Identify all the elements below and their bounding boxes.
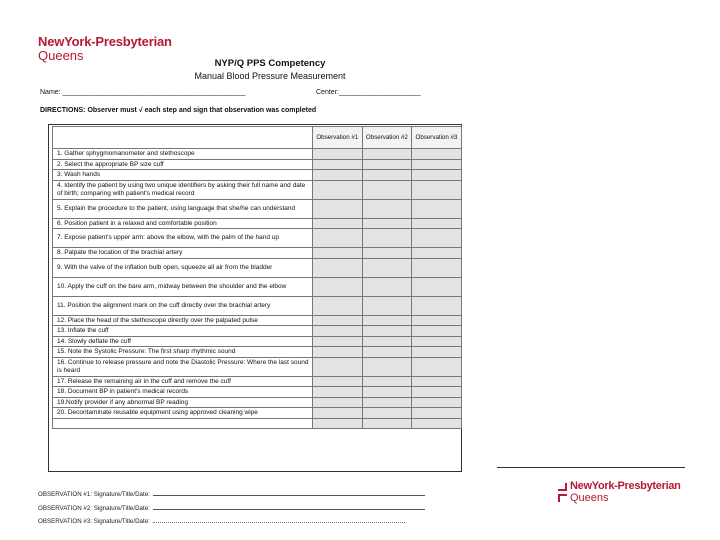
step-text: 16. Continue to release pressure and note the Diastolic Pressure: Where the last sound is heard <box>53 357 313 376</box>
observation-1-check[interactable] <box>313 315 363 326</box>
table-row <box>53 387 462 398</box>
observation-1-check[interactable] <box>313 199 363 218</box>
observation-3-check[interactable] <box>412 149 462 160</box>
step-text: 15. Note the Systolic Pressure: The first sharp rhythmic sound <box>53 347 313 358</box>
observation-1-check[interactable] <box>313 326 363 337</box>
table-row-blank <box>53 418 462 429</box>
logo-bracket-icon <box>558 483 567 491</box>
table-row <box>53 397 462 408</box>
step-text: 8. Palpate the location of the brachial artery <box>53 248 313 259</box>
observation-3-header: Observation #3 <box>412 127 462 149</box>
signature-label-2: OBSERVATION #2: Signature/Title/Date: <box>38 505 150 512</box>
step-text: 1. Gather sphygmomanometer and stethoscope <box>53 149 313 160</box>
observation-2-check[interactable] <box>362 218 412 229</box>
observation-3-check[interactable] <box>412 326 462 337</box>
observation-1-check[interactable] <box>313 180 363 199</box>
observation-3-check[interactable] <box>412 180 462 199</box>
step-text: 12. Place the head of the stethoscope directly over the palpated pulse <box>53 315 313 326</box>
table-row <box>53 199 462 218</box>
observation-2-check[interactable] <box>362 397 412 408</box>
table-row <box>53 159 462 170</box>
logo-bottom-line1: NewYork-Presbyterian <box>570 480 681 492</box>
signature-input-1[interactable] <box>153 490 425 496</box>
observation-2-check[interactable] <box>362 387 412 398</box>
observation-1-check[interactable] <box>313 218 363 229</box>
observation-1-check[interactable] <box>313 149 363 160</box>
step-text: 18. Document BP in patient's medical records <box>53 387 313 398</box>
observation-3-check[interactable] <box>412 258 462 277</box>
observation-3-check[interactable] <box>412 387 462 398</box>
step-text: 19.Notify provider if any abnormal BP reading <box>53 397 313 408</box>
observation-2-check[interactable] <box>362 258 412 277</box>
observation-1-check[interactable] <box>313 170 363 181</box>
logo-top-line1: NewYork-Presbyterian <box>38 34 172 49</box>
logo-bottom-line2: Queens <box>570 492 609 504</box>
logo-bracket-icon <box>558 494 567 502</box>
observation-1-check[interactable] <box>313 229 363 248</box>
signature-label-3: OBSERVATION #3: Signature/Title/Date: <box>38 518 150 525</box>
observation-1-check[interactable] <box>313 347 363 358</box>
table-row <box>53 357 462 376</box>
observation-2-check[interactable] <box>362 296 412 315</box>
observation-3-check[interactable] <box>412 347 462 358</box>
observation-2-check[interactable] <box>362 357 412 376</box>
observation-3-check[interactable] <box>412 248 462 259</box>
table-row <box>53 296 462 315</box>
observation-3-check[interactable] <box>412 336 462 347</box>
observation-1-check[interactable] <box>313 418 363 429</box>
observation-1-check[interactable] <box>313 376 363 387</box>
form-title: NYP/Q PPS Competency <box>214 58 326 69</box>
observation-2-check[interactable] <box>362 159 412 170</box>
table-row <box>53 277 462 296</box>
table-row <box>53 229 462 248</box>
observation-2-check[interactable] <box>362 199 412 218</box>
observation-1-check[interactable] <box>313 277 363 296</box>
step-text: 2. Select the appropriate BP size cuff <box>53 159 313 170</box>
observation-3-check[interactable] <box>412 397 462 408</box>
observation-3-check[interactable] <box>412 376 462 387</box>
observation-2-check[interactable] <box>362 248 412 259</box>
observation-3-check[interactable] <box>412 315 462 326</box>
signature-row-1 <box>38 490 425 498</box>
signature-input-2[interactable] <box>153 504 425 510</box>
step-text-blank <box>53 418 313 429</box>
observation-1-check[interactable] <box>313 408 363 419</box>
observation-3-check[interactable] <box>412 199 462 218</box>
table-row <box>53 408 462 419</box>
step-text: 4. Identify the patient by using two unique identifiers by asking their full name and date of birth; comparing with patient's medical record <box>53 180 313 199</box>
observation-2-check[interactable] <box>362 180 412 199</box>
observation-3-check[interactable] <box>412 170 462 181</box>
observation-1-check[interactable] <box>313 258 363 277</box>
step-text: 5. Explain the procedure to the patient, using language that she/he can understand <box>53 199 313 218</box>
observation-3-check[interactable] <box>412 408 462 419</box>
table-header-row <box>53 127 462 149</box>
observation-1-header: Observation #1 <box>313 127 363 149</box>
observation-2-check[interactable] <box>362 315 412 326</box>
observation-1-check[interactable] <box>313 159 363 170</box>
table-row <box>53 315 462 326</box>
table-row <box>53 248 462 259</box>
observation-2-check[interactable] <box>362 170 412 181</box>
observation-2-check[interactable] <box>362 418 412 429</box>
logo-top-line2: Queens <box>38 48 84 63</box>
observation-2-check[interactable] <box>362 326 412 337</box>
observation-1-check[interactable] <box>313 248 363 259</box>
step-column-header <box>53 127 313 149</box>
signature-input-3[interactable] <box>153 517 405 523</box>
table-row <box>53 376 462 387</box>
directions-text: DIRECTIONS: Observer must √ each step and sign that observation was completed <box>40 107 317 114</box>
step-text: 17. Release the remaining air in the cuff and remove the cuff <box>53 376 313 387</box>
observation-2-check[interactable] <box>362 149 412 160</box>
observation-2-check[interactable] <box>362 277 412 296</box>
table-row <box>53 170 462 181</box>
table-row <box>53 347 462 358</box>
table-row <box>53 180 462 199</box>
table-row <box>53 149 462 160</box>
observation-3-check[interactable] <box>412 159 462 170</box>
table-row <box>53 326 462 337</box>
observation-1-check[interactable] <box>313 296 363 315</box>
step-text: 10. Apply the cuff on the bare arm, midway between the shoulder and the elbow <box>53 277 313 296</box>
signature-row-3 <box>38 517 405 525</box>
step-text: 9. With the valve of the inflation bulb open, squeeze all air from the bladder <box>53 258 313 277</box>
observation-3-check[interactable] <box>412 357 462 376</box>
observation-1-check[interactable] <box>313 357 363 376</box>
observation-3-check[interactable] <box>412 277 462 296</box>
signature-row-2 <box>38 504 425 512</box>
table-row <box>53 258 462 277</box>
observation-2-check[interactable] <box>362 376 412 387</box>
observation-3-check[interactable] <box>412 218 462 229</box>
step-text: 6. Position patient in a relaxed and comfortable position <box>53 218 313 229</box>
center-field: Center:_____________________ <box>316 89 421 96</box>
name-field: Name: _______________________________________________ <box>40 89 246 96</box>
observation-2-check[interactable] <box>362 336 412 347</box>
observation-3-check[interactable] <box>412 296 462 315</box>
observation-2-check[interactable] <box>362 229 412 248</box>
signature-label-1: OBSERVATION #1: Signature/Title/Date: <box>38 491 150 498</box>
form-subtitle: Manual Blood Pressure Measurement <box>194 71 346 81</box>
step-text: 20. Decontaminate reusable equipment using approved cleaning wipe <box>53 408 313 419</box>
table-row <box>53 336 462 347</box>
step-text: 11. Position the alignment mark on the cuff directly over the brachial artery <box>53 296 313 315</box>
observation-3-check[interactable] <box>412 418 462 429</box>
observation-1-check[interactable] <box>313 387 363 398</box>
divider-line <box>497 467 685 468</box>
observation-2-check[interactable] <box>362 408 412 419</box>
table-row <box>53 218 462 229</box>
checklist-table <box>52 126 462 429</box>
observation-1-check[interactable] <box>313 397 363 408</box>
observation-1-check[interactable] <box>313 336 363 347</box>
step-text: 14. Slowly deflate the cuff <box>53 336 313 347</box>
step-text: 7. Expose patient's upper arm: above the elbow, with the palm of the hand up <box>53 229 313 248</box>
observation-2-header: Observation #2 <box>362 127 412 149</box>
observation-3-check[interactable] <box>412 229 462 248</box>
step-text: 3. Wash hands <box>53 170 313 181</box>
step-text: 13. Inflate the cuff <box>53 326 313 337</box>
observation-2-check[interactable] <box>362 347 412 358</box>
